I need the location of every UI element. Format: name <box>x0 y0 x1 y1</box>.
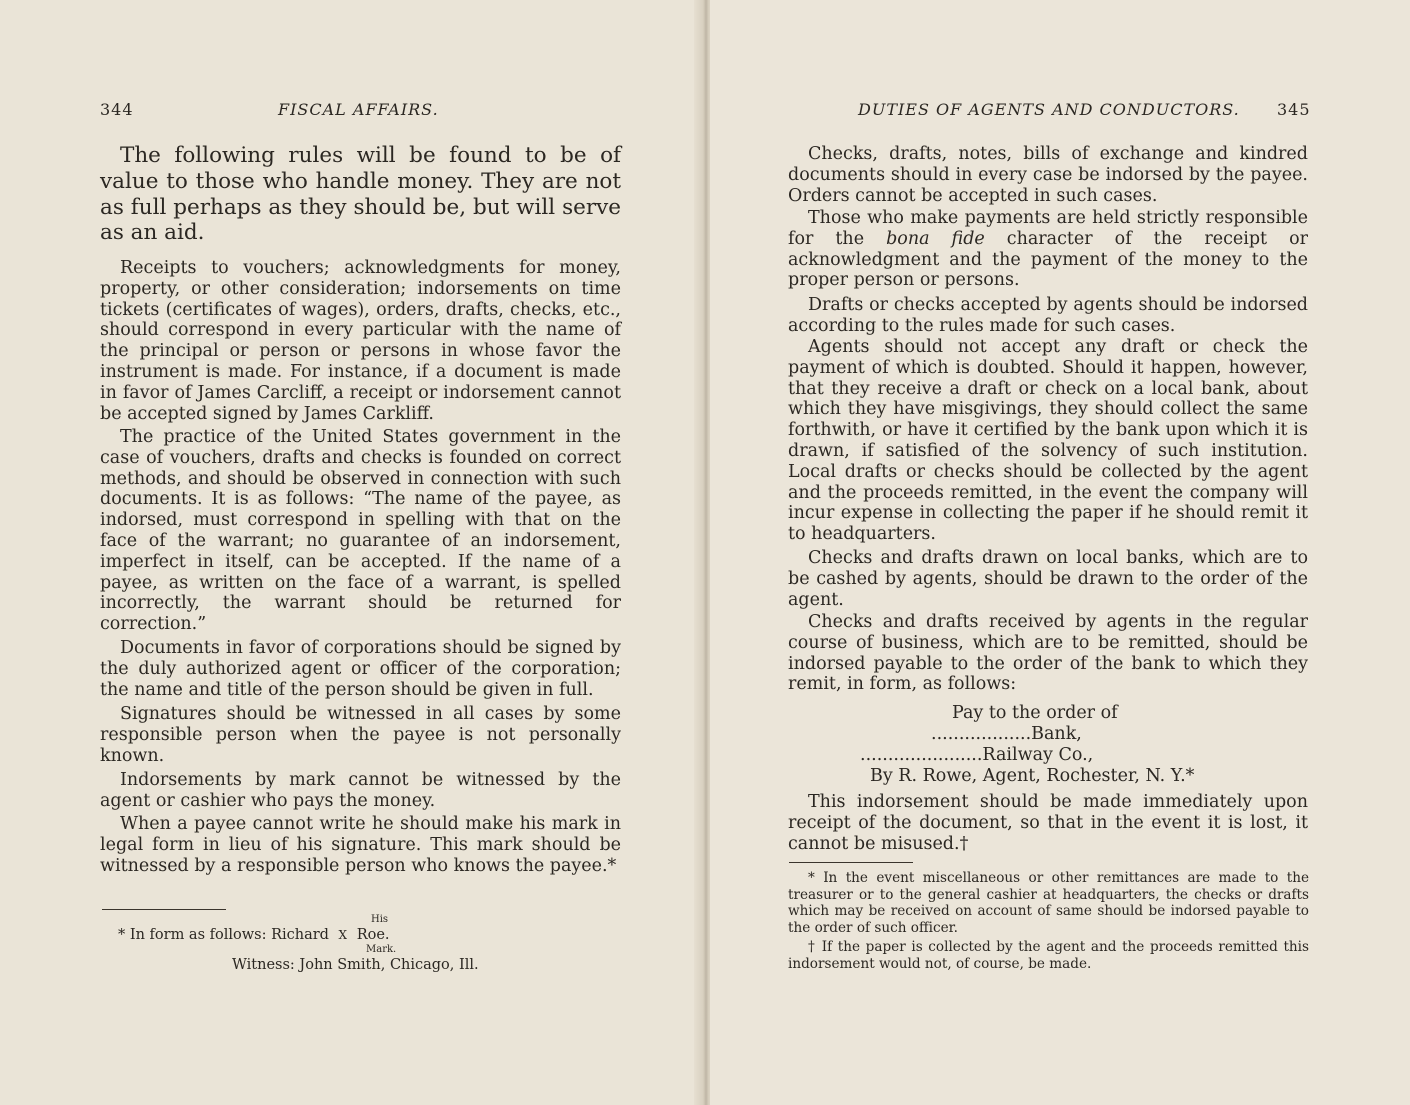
form-line-railway: ......................Railway Co., <box>860 745 1094 765</box>
form-line-pay-to: Pay to the order of <box>952 703 1118 723</box>
paragraph-receipts: Receipts to vouchers; acknowledgments for money, property, or other consideration; indorsements on time tickets (certificates of wages), orders, drafts, checks, etc., should correspond in every particular with the name of the principal or person or persons in whose favor the instrument is made. For instance, if a document is made in favor of James Carcliff, a receipt or indorsement cannot be accepted signed by James Carkliff. <box>100 258 621 424</box>
paragraph-payments-responsibility: Those who make payments are held strictly responsible for the bona fide character of the receipt or acknowledgment and the payment of the money to the proper person or persons. <box>788 208 1308 291</box>
left-page <box>0 0 702 1105</box>
paragraph-local-banks: Checks and drafts drawn on local banks, which are to be cashed by agents, should be drawn to the order of the agent. <box>788 548 1308 610</box>
form-line-bank: ..................Bank, <box>931 724 1082 744</box>
paragraph-indorsements-by-mark: Indorsements by mark cannot be witnessed by the agent or cashier who pays the money. <box>100 770 621 811</box>
footnote-rule-right <box>789 862 913 863</box>
right-page <box>710 0 1410 1105</box>
paragraph-drafts-accepted: Drafts or checks accepted by agents should be indorsed according to the rules made for such cases. <box>788 295 1308 336</box>
footnote-paper-collected: † If the paper is collected by the agent and the proceeds remitted this indorsement would not, of course, be made. <box>788 939 1309 972</box>
paragraph-indorsement-timing: This indorsement should be made immediately upon receipt of the document, so that in the event it is lost, it cannot be misused.† <box>788 792 1308 854</box>
footnote-witness: Witness: John Smith, Chicago, Ill. <box>232 957 479 973</box>
intro-paragraph: The following rules will be found to be of value to those who handle money. They are not as full perhaps as they should be, but will serve as an aid. <box>100 143 621 246</box>
footnote-mark: Mark. <box>366 944 397 955</box>
page-number-right: 345 <box>1277 100 1311 119</box>
mark-x-symbol: X <box>338 928 348 942</box>
paragraph-regular-course: Checks and drafts received by agents in the regular course of business, which are to be remitted, should be indorsed payable to the order of the bank to which they remit, in form, as follows: <box>788 612 1308 695</box>
footnote-treasurer: * In the event miscellaneous or other remittances are made to the treasurer or to the general cashier at headquarters, the checks or drafts which may be received on account of same should be indorsed payable to the order of such officer. <box>788 870 1309 936</box>
paragraph-doubtful-drafts: Agents should not accept any draft or check the payment of which is doubted. Should it happen, however, that they receive a draft or check on a local bank, about which they have misgivings, they should collect the same forthwith, or have it certified by the bank upon which it is drawn, if satisfied of the solvency of such institution. Local drafts or checks should be collected by the agent and the proceeds remitted, in the event the company will incur expense in collecting the paper if he should remit it to headquarters. <box>788 337 1308 545</box>
paragraph-government-practice: The practice of the United States government in the case of vouchers, drafts and checks is founded on correct methods, and should be observed in connection with such documents. It is as follows: “The name of the payee, as indorsed, must correspond in spelling with that on the face of the warrant; no guarantee of an indorsement, imperfect in itself, can be accepted. If the name of a payee, as written on the face of a warrant, is spelled incorrectly, the warrant should be returned for correction.” <box>100 427 621 635</box>
form-line-signature: By R. Rowe, Agent, Rochester, N. Y.* <box>870 766 1195 786</box>
footnote-form-line: * In form as follows: Richard X Roe. <box>118 927 390 943</box>
running-head-right: DUTIES OF AGENTS AND CONDUCTORS. <box>858 100 1240 119</box>
running-head-left: FISCAL AFFAIRS. <box>278 100 439 119</box>
paragraph-corporations: Documents in favor of corporations should be signed by the duly authorized agent or officer of the corporation; the name and title of the person should be given in full. <box>100 638 621 700</box>
bona-fide-italic: bona fide <box>886 228 985 249</box>
paragraph-payee-mark: When a payee cannot write he should make his mark in legal form in lieu of his signature. This mark should be witnessed by a responsible person who knows the payee.* <box>100 814 621 876</box>
paragraph-signatures: Signatures should be witnessed in all cases by some responsible person when the payee is not personally known. <box>100 704 621 766</box>
paragraph-checks-drafts: Checks, drafts, notes, bills of exchange and kindred documents should in every case be indorsed by the payee. Orders cannot be accepted in such cases. <box>788 144 1308 206</box>
footnote-his: His <box>371 914 389 925</box>
footnote-rule-left <box>102 909 226 910</box>
page-number-left: 344 <box>100 100 134 119</box>
